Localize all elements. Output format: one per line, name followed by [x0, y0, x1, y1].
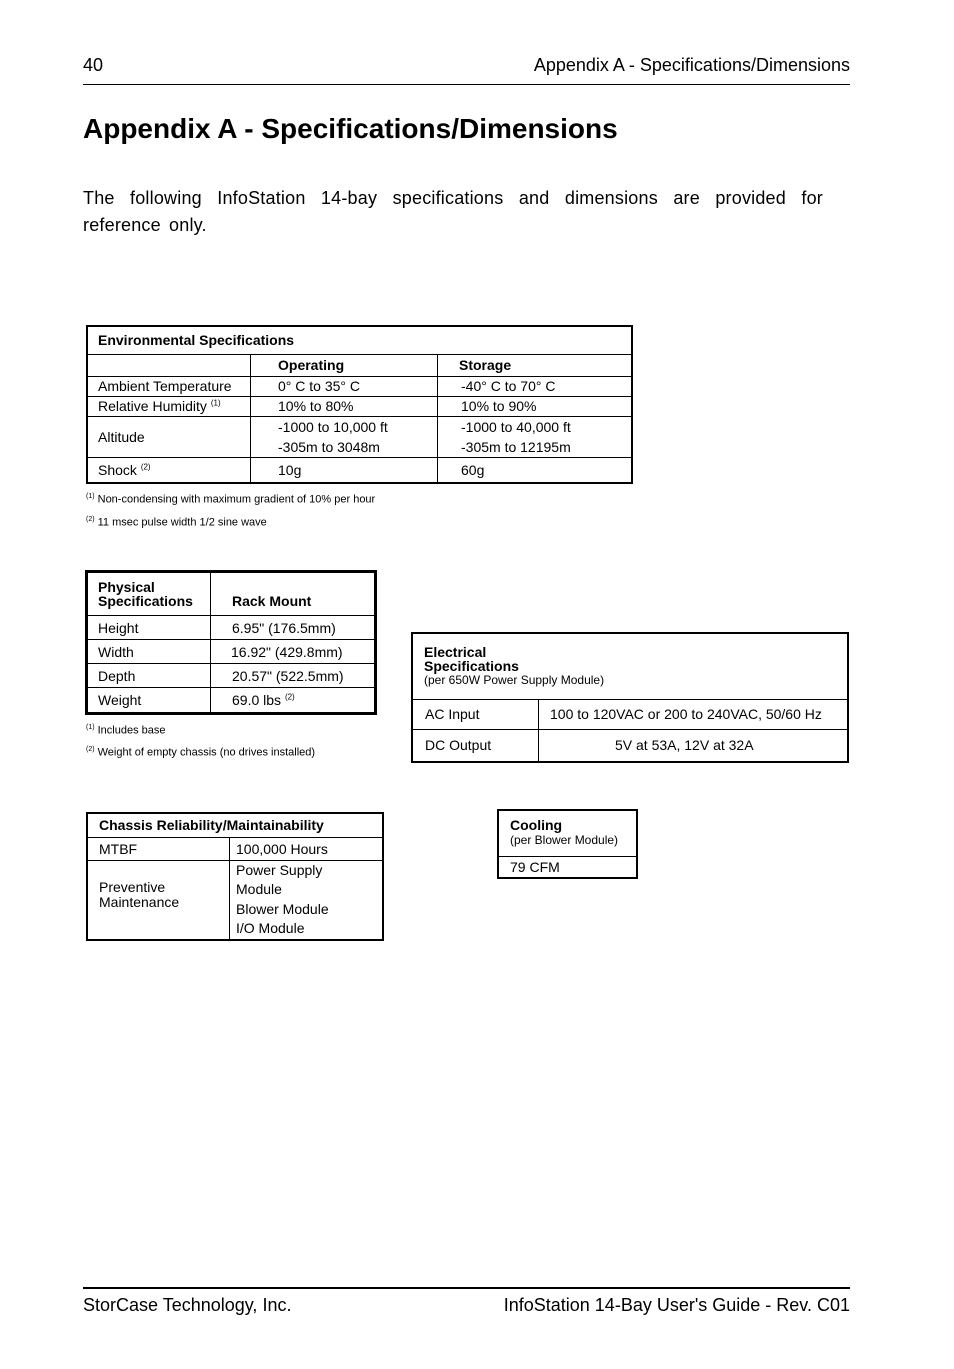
- operating-value-metric: -305m to 3048m: [278, 438, 380, 455]
- row-label: Altitude: [87, 416, 251, 457]
- reliability-table: [86, 812, 384, 941]
- operating-value: -1000 to 10,000 ft: [278, 418, 388, 435]
- footnote-mark: (1): [86, 493, 95, 500]
- table-row: [87, 837, 383, 860]
- table-row: [87, 640, 376, 664]
- operating-value: 0° C to 35° C: [251, 376, 438, 396]
- running-header: Appendix A - Specifications/Dimensions: [533, 55, 850, 75]
- footnote-ref: (2): [140, 462, 151, 472]
- electrical-specs-table: [411, 632, 849, 763]
- cooling-value: 79 CFM: [498, 856, 637, 878]
- row-label: Shock: [98, 461, 137, 478]
- electrical-subtitle: (per 650W Power Supply Module): [424, 673, 605, 688]
- storage-value-metric: -305m to 12195m: [461, 438, 571, 455]
- row-value: 6.95" (176.5mm): [211, 616, 376, 640]
- physical-title-line2: Specifications: [98, 593, 193, 609]
- footnote-text: Non-condensing with maximum gradient of 10% per hour: [97, 493, 376, 506]
- cooling-title: Cooling: [510, 817, 563, 834]
- row-label: DC Output: [412, 729, 539, 762]
- table-row: [498, 856, 637, 878]
- footer-company: StorCase Technology, Inc.: [83, 1295, 292, 1315]
- row-label-line2: Maintenance: [99, 893, 180, 910]
- row-value-cell: [230, 860, 384, 940]
- storage-value: 60g: [438, 457, 633, 483]
- list-item: Power Supply Module: [236, 861, 323, 897]
- table-row: [412, 729, 848, 762]
- list-item: Blower Module: [236, 900, 329, 917]
- storage-value: -1000 to 40,000 ft: [461, 418, 571, 435]
- environmental-title: Environmental Specifications: [87, 326, 632, 354]
- table-row: [87, 457, 632, 483]
- table-row: [87, 860, 383, 940]
- row-value: 100,000 Hours: [230, 837, 384, 860]
- electrical-title-line1: Electrical: [424, 644, 487, 661]
- row-value: 5V at 53A, 12V at 32A: [539, 729, 849, 762]
- col-rack-mount: Rack Mount: [211, 572, 376, 616]
- footnote-mark: (2): [86, 516, 95, 523]
- col-operating: Operating: [251, 354, 438, 376]
- row-value: 16.92" (429.8mm): [211, 640, 376, 664]
- row-label-line1: Preventive: [99, 878, 166, 895]
- page-number: 40: [83, 55, 104, 75]
- electrical-title-cell: [412, 633, 848, 699]
- footnote-mark: (1): [86, 724, 95, 731]
- storage-value: 10% to 90%: [438, 396, 633, 416]
- row-label-cell: [87, 396, 251, 416]
- footnote-ref: (1): [210, 398, 221, 408]
- operating-value: 10% to 80%: [251, 396, 438, 416]
- row-label: Ambient Temperature: [87, 376, 251, 396]
- blank-header-cell: [87, 354, 251, 376]
- operating-value-cell: [251, 416, 438, 457]
- physical-title-cell: [87, 572, 211, 616]
- physical-title-line1: Physical: [98, 579, 155, 595]
- table-row: [87, 616, 376, 640]
- cooling-table: [497, 809, 638, 879]
- row-value: 69.0 lbs: [232, 692, 282, 708]
- row-label: Depth: [87, 664, 211, 688]
- row-label: Width: [87, 640, 211, 664]
- footnote: [86, 516, 267, 529]
- col-storage: Storage: [438, 354, 633, 376]
- row-label: AC Input: [412, 699, 539, 729]
- page-title: Appendix A - Specifications/Dimensions: [83, 113, 618, 144]
- intro-paragraph: The following InfoStation 14-bay specifications and dimensions are provided for reference only.: [83, 188, 823, 235]
- row-value: 100 to 120VAC or 200 to 240VAC, 50/60 Hz: [539, 699, 849, 729]
- cooling-title-cell: [498, 810, 637, 856]
- row-label-cell: [87, 860, 230, 940]
- table-row: [87, 396, 632, 416]
- footnote-text: Includes base: [97, 724, 166, 737]
- table-row: [87, 688, 376, 714]
- footer-rule: [83, 1287, 850, 1289]
- footnote-text: 11 msec pulse width 1/2 sine wave: [97, 516, 267, 529]
- row-value: 20.57" (522.5mm): [211, 664, 376, 688]
- operating-value: 10g: [251, 457, 438, 483]
- footnote-ref: (2): [284, 692, 295, 702]
- row-label: Relative Humidity: [98, 398, 207, 414]
- environmental-specs-table: [86, 325, 633, 484]
- cooling-subtitle: (per Blower Module): [510, 833, 619, 848]
- row-label-cell: [87, 457, 251, 483]
- footnote-text: Weight of empty chassis (no drives installed): [97, 746, 316, 759]
- storage-value: -40° C to 70° C: [438, 376, 633, 396]
- table-row: [412, 699, 848, 729]
- row-label: Weight: [87, 688, 211, 714]
- storage-value-cell: [438, 416, 633, 457]
- header-rule: [83, 84, 850, 85]
- footnote: [86, 724, 166, 737]
- footer-document-title: InfoStation 14-Bay User's Guide - Rev. C01: [503, 1295, 850, 1315]
- table-row: [87, 376, 632, 396]
- row-label: MTBF: [87, 837, 230, 860]
- table-row: [87, 416, 632, 457]
- row-value-cell: [211, 688, 376, 714]
- footnote: [86, 746, 315, 759]
- list-item: I/O Module: [236, 920, 305, 936]
- electrical-title-line2: Specifications: [424, 658, 519, 675]
- footnote-mark: (2): [86, 746, 95, 753]
- table-row: [87, 664, 376, 688]
- row-label: Height: [87, 616, 211, 640]
- physical-specs-table: [85, 570, 377, 715]
- footnote: [86, 493, 375, 506]
- reliability-title: Chassis Reliability/Maintainability: [87, 813, 383, 837]
